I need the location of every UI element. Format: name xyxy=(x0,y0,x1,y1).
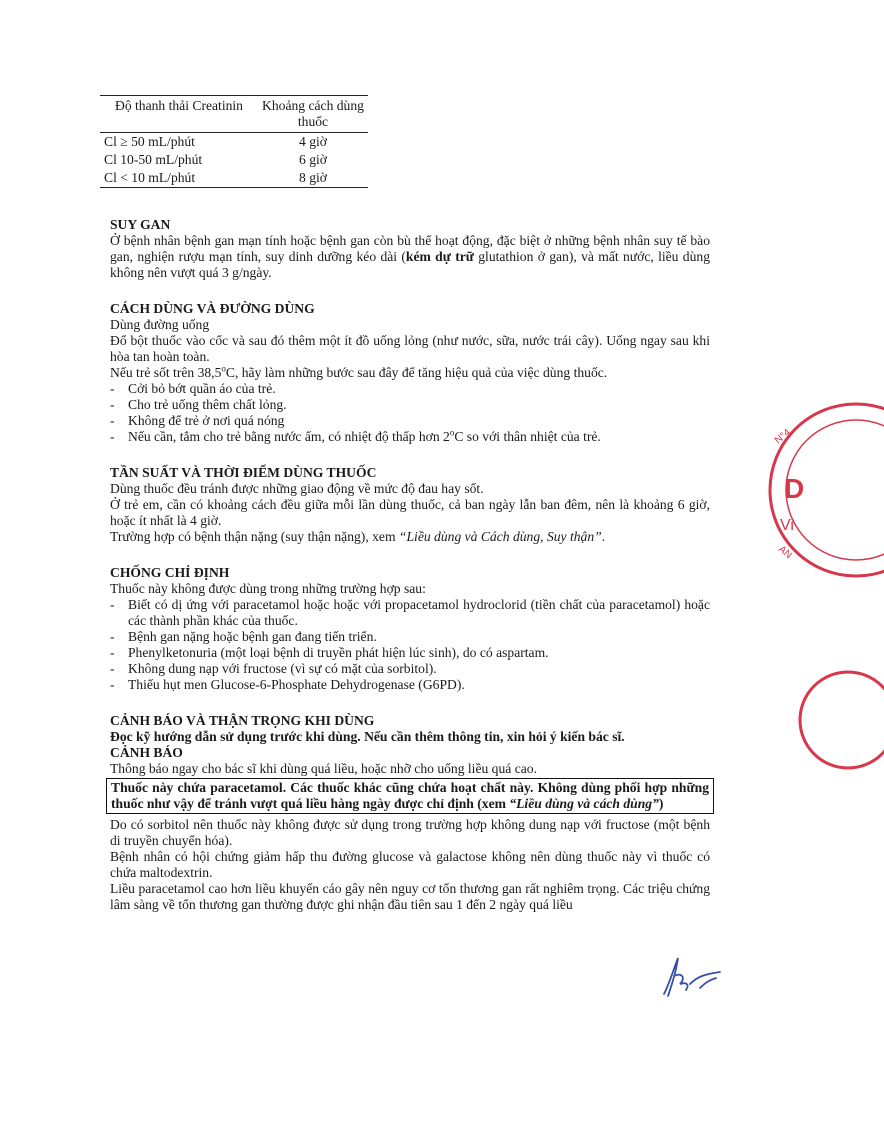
italic-reference: “Liều dùng và Cách dùng, Suy thận” xyxy=(398,529,602,544)
italic-reference: “Liều dùng và cách dùng” xyxy=(509,796,659,811)
table-cell: 8 giờ xyxy=(258,169,368,188)
section-canh-bao xyxy=(110,713,710,913)
section-cach-dung xyxy=(110,301,710,445)
signature xyxy=(656,954,726,1006)
text-run: C, hãy làm những bước sau đây để tăng hiệu quả của việc dùng thuốc. xyxy=(225,365,608,380)
table-header-row xyxy=(100,96,368,133)
table-cell: Cl 10-50 mL/phút xyxy=(104,152,203,167)
section-suy-gan xyxy=(110,217,710,281)
signature-graphic xyxy=(656,954,726,1002)
document-page xyxy=(104,95,710,913)
table-cell: Cl ≥ 50 mL/phút xyxy=(104,134,195,149)
table-row xyxy=(100,151,368,169)
text-run: C so với thân nhiệt của trẻ. xyxy=(454,429,601,444)
seal-glyph: Vi xyxy=(780,517,794,534)
warning-box xyxy=(106,778,714,814)
paragraph: Thuốc này không được dùng trong những trường hợp sau: xyxy=(110,581,426,596)
list-item: - Phenylketonuria (một loại bệnh di truyền phát hiện lúc sinh), do có aspartam. xyxy=(110,645,710,661)
paragraph: Đổ bột thuốc vào cốc và sau đó thêm một ít đồ uống lỏng (như nước, sữa, nước trái cây). Uống ngay sau khi hòa tan hoàn toàn. xyxy=(110,333,710,364)
paragraph: Dùng thuốc đều tránh được những giao động về mức độ đau hay sốt. xyxy=(110,481,484,496)
creatinine-clearance-table xyxy=(100,95,368,188)
text-run: Ở bệnh nhân bệnh gan mạn tính hoặc bệnh gan còn bù thể hoạt động, đặc biệt ở những bệnh nhân suy tế bào gan, nghiện rượu mạn tính, suy dinh dưỡng kéo dài ( xyxy=(110,233,710,264)
list-item xyxy=(110,429,710,445)
text-run: Nếu trẻ sốt trên 38,5 xyxy=(110,365,222,380)
section-chong-chi-dinh xyxy=(110,565,710,693)
list-item: - Không dung nạp với fructose (vì sự có mặt của sorbitol). xyxy=(110,661,710,677)
table-row xyxy=(100,133,368,152)
degree-mark: o xyxy=(449,427,455,438)
section-heading: CHỐNG CHỈ ĐỊNH xyxy=(110,565,230,580)
paragraph: Bệnh nhân có hội chứng giảm hấp thu đường glucose và galactose không nên dùng thuốc này vì thuốc có chứa maltodextrin. xyxy=(110,849,710,880)
paragraph xyxy=(110,365,710,381)
seal-graphic xyxy=(764,400,884,580)
section-heading: CÁCH DÙNG VÀ ĐƯỜNG DÙNG xyxy=(110,301,315,316)
text-run: Nếu cần, tắm cho trẻ bằng nước ấm, có nhiệt độ thấp hơn 2 xyxy=(128,429,450,444)
paragraph: Dùng đường uống xyxy=(110,317,210,332)
bold-text: kém dự trữ xyxy=(405,249,474,264)
section-heading: SUY GAN xyxy=(110,217,171,232)
table-row xyxy=(100,169,368,188)
seal-edge-graphic xyxy=(788,680,848,760)
red-seal-edge xyxy=(788,680,800,760)
red-seal-stamp xyxy=(764,400,805,580)
list-item: - Cho trẻ uống thêm chất lỏng. xyxy=(110,397,710,413)
seal-glyph: N°4 xyxy=(772,427,793,447)
section-heading: CẢNH BÁO VÀ THẬN TRỌNG KHI DÙNG xyxy=(110,713,375,728)
paragraph: Do có sorbitol nên thuốc này không được sử dụng trong trường hợp không dung nạp với fructose (một bệnh di truyền chuyển hóa). xyxy=(110,817,710,848)
list-item: - Thiếu hụt men Glucose-6-Phosphate Dehydrogenase (G6PD). xyxy=(110,677,710,693)
bold-notice: Đọc kỹ hướng dẫn sử dụng trước khi dùng. Nếu cần thêm thông tin, xin hỏi ý kiến bác sĩ. xyxy=(110,729,625,744)
text-run: glutathion ở gan), và mất nước, liều dùng không nên vượt quá 3 g/ngày. xyxy=(110,249,710,280)
list-item: - Biết có dị ứng với paracetamol hoặc hoặc với propacetamol hydroclorid (tiền chất của paracetamol) hoặc các thành phần khác của thuốc. xyxy=(110,597,710,629)
paragraph: Thông báo ngay cho bác sĩ khi dùng quá liều, hoặc nhỡ cho uống liều quá cao. xyxy=(110,761,537,776)
section-heading: TẦN SUẤT VÀ THỜI ĐIỂM DÙNG THUỐC xyxy=(110,465,377,480)
seal-glyph: D xyxy=(784,473,805,504)
care-steps-list xyxy=(110,381,710,445)
contraindications-list xyxy=(110,597,710,693)
text-run: Trường hợp có bệnh thận nặng (suy thận nặng), xem xyxy=(110,529,399,544)
degree-mark: o xyxy=(221,363,226,374)
seal-glyph: AN xyxy=(776,543,794,562)
text-run: Thuốc này chứa paracetamol. Các thuốc khác cũng chứa hoạt chất này. Không dùng phối hợp những thuốc như vậy để tránh vượt quá liều hàng ngày được chỉ định (xem xyxy=(111,780,709,811)
paragraph: Liều paracetamol cao hơn liều khuyến cáo gây nên nguy cơ tổn thương gan rất nghiêm trọng. Các triệu chứng lâm sàng về tổn thương gan thường được ghi nhận đầu tiên sau 1 đến 2 ngày quá liều xyxy=(110,881,710,912)
paragraph xyxy=(110,233,710,281)
paragraph: Ở trẻ em, cần có khoảng cách đều giữa mỗi lần dùng thuốc, cả ban ngày lẫn ban đêm, nên là khoảng 6 giờ, hoặc ít nhất là 4 giờ. xyxy=(110,497,710,528)
table-cell: 6 giờ xyxy=(299,152,327,167)
subsection-heading: CẢNH BÁO xyxy=(110,745,183,760)
list-item: - Không để trẻ ở nơi quá nóng xyxy=(110,413,710,429)
text-run: . xyxy=(601,529,606,544)
table-header-cell: Khoảng cách dùng thuốc xyxy=(258,96,368,133)
table-header-cell: Độ thanh thải Creatinin xyxy=(100,96,258,133)
table-cell: Cl < 10 mL/phút xyxy=(100,169,258,188)
paragraph xyxy=(110,529,710,545)
list-item: - Cởi bỏ bớt quần áo của trẻ. xyxy=(110,381,710,397)
list-item: - Bệnh gan nặng hoặc bệnh gan đang tiến triển. xyxy=(110,629,710,645)
text-run: ) xyxy=(658,796,664,811)
table-cell: 4 giờ xyxy=(299,134,327,149)
section-tan-suat xyxy=(110,465,710,545)
